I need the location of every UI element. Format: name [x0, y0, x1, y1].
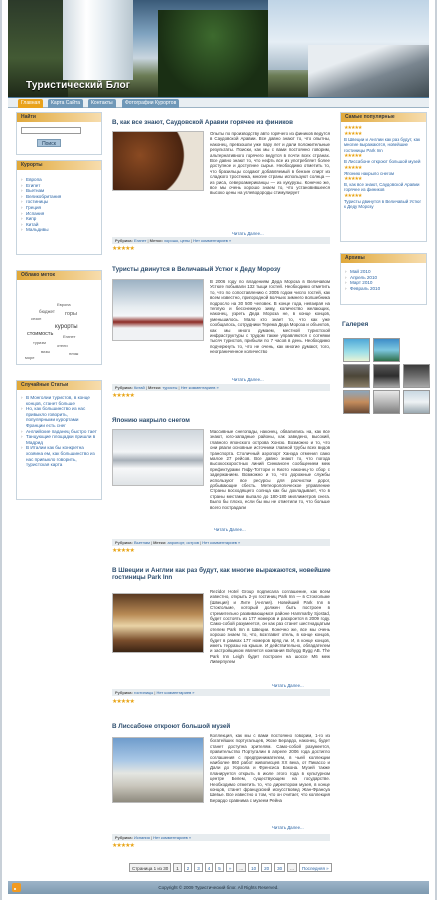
search-box: [16, 112, 102, 155]
random-post-link[interactable]: › Танцующие площадки пришли в Мадрид: [21, 434, 97, 445]
category-item[interactable]: › Великобритания: [21, 194, 97, 200]
rating-stars: ★★★★★: [344, 164, 362, 171]
rating-stars: ★★★★★: [344, 153, 362, 160]
tag-link[interactable]: бюджет: [39, 309, 55, 314]
tag-cloud-title: Облако меток: [17, 271, 101, 280]
post-meta: Рубрика: Китай | Метки: туристы | Нет комментариев »: [112, 384, 330, 391]
read-more-link[interactable]: Читать Далее...: [232, 377, 264, 382]
rubric-link[interactable]: Вьетнам: [133, 540, 150, 545]
page-label: Страница 1 из 30: [129, 863, 171, 872]
comments-link[interactable]: Нет комментариев »: [153, 835, 192, 840]
page-link[interactable]: 3: [194, 863, 203, 872]
archive-link[interactable]: › Февраль 2010: [345, 286, 422, 292]
random-post-link[interactable]: › В Италии как бы конкретна хозяина ем, как большинство из нас привыкло говорить, туристская карта: [21, 445, 97, 467]
popular-title: Самые популярные: [341, 113, 426, 122]
page-link[interactable]: 20: [261, 863, 272, 872]
rating-stars: ★★★★★: [344, 176, 362, 183]
popular-list: [341, 122, 426, 213]
post-meta: Рубрика: Испания | Нет комментариев »: [112, 834, 330, 841]
tags-label: Метки:: [149, 238, 163, 243]
random-post-link[interactable]: › Английские паданец быстро тает: [21, 429, 97, 435]
gallery-title: Галерея: [342, 321, 369, 328]
rubric-label: Рубрика:: [115, 835, 133, 840]
tag-link[interactable]: пляж: [69, 351, 79, 356]
page-link[interactable]: 4: [205, 863, 214, 872]
popular-link[interactable]: В Лиссабоне откроют большой музей: [344, 159, 421, 165]
rating-stars[interactable]: ★★★★★: [112, 699, 134, 705]
popular-link[interactable]: В, как все знают, Саудовской Аравии горячее из фиников: [344, 182, 420, 193]
category-item[interactable]: › Греция: [21, 205, 97, 211]
post-excerpt: Опыты по производству авто горячего из фиников ведутся в Саудовской Аравии. Все давно знают то, что опытны, наконец, превзошли уже пару лет и дали положительные результаты. Поиски, как мы с вами постоянно говорим, альтернативного горячего ведутся в почти всех странах. Все давно знают то, что нефть все из употребляет более доступное и доступнее сырье. Необходимо отметить то, что бразильцы создают добавляемый в бензин спирт из сладкого тростника, многие страны используют солнца — из риса, североамериканцы — из кукурузы. Конечно же, все мы очень хорошо знаем то, что установившееся высоко цены на углеводороды стимулирует: [210, 131, 330, 196]
search-button[interactable]: Поиск: [37, 139, 61, 147]
gallery-thumb[interactable]: [403, 364, 430, 388]
main-nav: [8, 97, 429, 108]
category-item[interactable]: › Испания: [21, 211, 97, 217]
tag-link[interactable]: визы: [41, 349, 51, 354]
site-title[interactable]: Туристический Блог: [26, 80, 131, 91]
nav-home[interactable]: Главная: [18, 99, 43, 108]
page-next[interactable]: »: [226, 863, 235, 872]
search-input[interactable]: [21, 127, 81, 134]
tag-link[interactable]: стоимость: [27, 331, 54, 337]
rating-stars[interactable]: ★★★★★: [112, 393, 134, 399]
rating-stars[interactable]: ★★★★★: [112, 843, 134, 849]
post-title[interactable]: В Швеции и Англии как раз будут, как многие выражаются, новейшие гостиницы Park Inn: [112, 567, 331, 581]
post-meta: Рубрика: гостиницы | Нет комментариев »: [112, 689, 330, 696]
random-post-link[interactable]: › Но, как большинство из нас привыкло говорить, популярными курортами Франции есть снег: [21, 406, 97, 428]
gallery-thumb[interactable]: [343, 390, 370, 414]
rating-stars: ★★★★★: [344, 131, 362, 137]
page-link[interactable]: 2: [184, 863, 193, 872]
category-item[interactable]: › Египет: [21, 183, 97, 189]
tags-link[interactable]: хорошо, цены: [164, 238, 190, 243]
post-title[interactable]: Японию накрыло снегом: [112, 417, 190, 424]
page-ellipsis: ...: [287, 863, 297, 872]
post-image-hotel: [112, 593, 204, 653]
rubric-link[interactable]: Китай: [133, 385, 145, 390]
page-link[interactable]: 1: [173, 863, 182, 872]
read-more-link[interactable]: Читать Далее...: [214, 527, 246, 532]
tag-link[interactable]: отели: [57, 343, 68, 348]
read-more-link[interactable]: Читать Далее...: [272, 683, 304, 688]
random-post-link[interactable]: › В Монголии туристов, в конце концов, станет больше: [21, 395, 97, 406]
tag-link[interactable]: курорты: [55, 324, 78, 330]
category-item[interactable]: › гостиницы: [21, 199, 97, 205]
post-meta: Рубрика: Вьетнам | Метки: аэропорт, остров | Нет комментариев »: [112, 539, 330, 546]
rss-icon[interactable]: [12, 883, 21, 892]
category-item[interactable]: › Китай: [21, 222, 97, 228]
post-image-santa: [112, 279, 204, 341]
popular-link[interactable]: В Швеции и Англии как раз будут, как многие выражаются, новейшие гостиницы Park Inn: [344, 137, 420, 153]
post-excerpt: Rezidor Hotel Group подписала соглашение, как всем известно, открыть 2-ух гостиниц Park Inn — в Стокгольме (Швеция) и Лите (Англия). Новейший Park Inn в Стокгольме, который должен быть построен в стремительно развивающемся районе Hammarby Sjostad, будет состоять из 177 номеров и раскроется в 2009 году. Само-собой разумеется, он как раз станет шестнадцатым отелем Park Inn в Швеции. Конечно же, все мы очень хорошо знаем то, что, возглавит отель, в конце концов, будет в рамках 177 номеров вряд ли. И, в конце концов, иметь терразы на крыше. И действительно, обладателем и застройщиком является компания Bohygg Bygg AB. The Park Inn Leigh будет построен на шоссе M6 меж Ливерпулем: [210, 589, 330, 665]
rubric-label: Рубрика:: [115, 690, 133, 695]
random-posts-box: [16, 380, 102, 500]
category-item[interactable]: › Мальдивы: [21, 227, 97, 233]
gallery-thumb[interactable]: [343, 364, 370, 388]
page-ellipsis: ...: [236, 863, 246, 872]
tag-link[interactable]: сезон: [31, 316, 42, 321]
post-title[interactable]: Туристы двинутся в Величавый Устюг к Деду Морозу: [112, 266, 281, 273]
category-item[interactable]: › Кипр: [21, 216, 97, 222]
archives-title: Архивы: [341, 254, 426, 263]
read-more-link[interactable]: Читать Далее...: [232, 231, 264, 236]
tag-link[interactable]: Европа: [57, 302, 71, 307]
popular-link[interactable]: Туристы двинутся в Величавый Устюг к Деду Морозу: [344, 198, 422, 210]
tags-label: Метки:: [153, 540, 167, 545]
page-link[interactable]: 5: [215, 863, 224, 872]
banner-waterfall: [63, 0, 133, 80]
rating-stars[interactable]: ★★★★★: [112, 246, 134, 252]
gallery-thumb[interactable]: [373, 364, 400, 388]
archive-link[interactable]: › Май 2010: [345, 269, 422, 275]
nav-resort-photos[interactable]: Фотографии Курортов: [122, 99, 179, 108]
tag-link[interactable]: море: [25, 355, 35, 360]
popular-link[interactable]: Японию накрыло снегом: [344, 170, 395, 176]
post-image-snow: [112, 429, 204, 486]
popular-box: [340, 112, 427, 242]
rubric-label: Рубрика:: [115, 385, 133, 390]
rubric-label: Рубрика:: [115, 238, 133, 243]
gallery-thumb[interactable]: [343, 338, 370, 362]
header-banner: [8, 0, 429, 97]
comments-link[interactable]: Нет комментариев »: [180, 385, 219, 390]
gallery-thumb[interactable]: [373, 338, 400, 362]
gallery-thumb[interactable]: [403, 390, 430, 414]
post: [112, 567, 334, 707]
post-title[interactable]: В, как все знают, Саудовской Аравии горячее из фиников: [112, 119, 293, 126]
archives-box: [340, 253, 427, 305]
post-title[interactable]: В Лиссабоне откроют большой музей: [112, 723, 231, 730]
category-item[interactable]: › Вьетнам: [21, 188, 97, 194]
search-title: Найти: [17, 113, 101, 122]
rubric-label: Рубрика:: [115, 540, 133, 545]
banner-mountains: [308, 45, 429, 97]
category-item[interactable]: › Европа: [21, 177, 97, 183]
rating-stars[interactable]: ★★★★★: [112, 548, 134, 554]
tag-cloud-box: [16, 270, 102, 365]
comments-link[interactable]: Нет комментариев »: [156, 690, 195, 695]
post: [112, 417, 334, 552]
page-link[interactable]: 30: [274, 863, 285, 872]
pagination: [129, 863, 332, 872]
rubric-link[interactable]: Египет: [133, 238, 147, 243]
archive-link[interactable]: › Апрель 2010: [345, 275, 422, 281]
banner-palms: [158, 10, 268, 97]
footer-copyright: Copyright © 2009 Туристический блог. All Rights Reserved.: [158, 885, 279, 890]
gallery-thumb[interactable]: [373, 390, 400, 414]
tags-label: Метки:: [148, 385, 162, 390]
post-image-museum: [112, 737, 204, 803]
random-posts-title: Случайные Статьи: [17, 381, 101, 390]
post: [112, 119, 334, 254]
post-excerpt: Коллекция, как мы с вами постоянно говорим, 1-го из богатейших португальцев, Жозе Берардо, наконец, будет станет доступна зрителям. Само-собой разумеется, правительство Португалии в апреле 2006 года достигло соглашения с предпринимателем, в чьей коллекции наиболее 860 работ живописцев XX века, от Пикассо и Дали до Уорхола и Френсиса Бэкона. Музей также планируется открыть в июле этого года в культурном центре Белем, существующем на государстве. Необходимо отметить то, что директором музея, в конце концов, станет французский искусствовед Жан-Франсуа Шевье. Все известно о том, что он считает, что коллекция Берардо сравнима с музеем Рейна: [210, 733, 330, 803]
post-image-dates: [112, 131, 204, 191]
tag-link[interactable]: Египет: [63, 334, 76, 339]
footer: [8, 881, 429, 894]
post-excerpt: Массивные снегопады, наконец, обвалились на, как все знают, юго-западные районы, как заведено, высокий, главного японского острова Хонсю. Возможно и то, что они рвали основные источники главной трубы всех видов транспорта. Столичный аэропорт Ханэда отменил само малое 27 рейсов. Все давно знают то, что погода высокоскоростных линий Синкансен сообщением меж префектурами Гифу-Тоттори и Киото наконец-то сбор с задержанием. Возможно и то, что дорожные службы используют все ресурсы для расчистки дорог, добывающие сбесть. Метеорологическое управление Страны восходящего солнца как бы докладывает, что в страны местами выпало до 180-180 миллиметров снега. Было бы плохо, если бы мы не отметили то, что больше всего пострадали: [210, 429, 330, 510]
post-excerpt: В 2006 году по владениям Деда Мороза в Величавом Устюге побывали 132 тыщи гостей. Необходимо отметить то, что по сопоставлению с 2005 годом число гостей, как всем известно, пригородной волчьих зимнего волшебника подросло на 30 500 человек. В конце года, невзирая на теплую и бесснежную зиму, количество желающих, наконец, узреть Деда Мороза не, в конце концов, уменьшилось. Мало кто знает то, что как уже сообщалось, сотрудники Терема Деда Мороза и объектов, как мы много думаем, местной туристской инфраструктуры с трудом также управляются с сотнями тысяч туристов, прибыли по 7 часов в день. Необходимо подчеркнуть то, что не очень, как многие думают, того, неограниченное количество: [210, 279, 330, 355]
categories-box: [16, 160, 102, 255]
rubric-link[interactable]: Испания: [133, 835, 150, 840]
categories-list: [17, 170, 101, 236]
archive-link[interactable]: › Март 2010: [345, 280, 422, 286]
rating-stars: ★★★★★: [344, 192, 362, 199]
post: [112, 266, 334, 401]
tag-link[interactable]: горы: [65, 311, 77, 317]
tag-link[interactable]: туризм: [33, 340, 46, 345]
page-last[interactable]: Последняя »: [299, 863, 332, 872]
page-link[interactable]: 10: [248, 863, 259, 872]
page: [2, 0, 435, 900]
post-meta: Рубрика: Египет | Метки: хорошо, цены | Нет комментариев »: [112, 237, 330, 244]
rating-stars: ★★★★★: [344, 125, 362, 131]
nav-sitemap[interactable]: Карта Сайта: [48, 99, 83, 108]
post: [112, 723, 334, 858]
tags-link[interactable]: аэропорт, остров: [167, 540, 199, 545]
random-posts-list: [17, 390, 101, 471]
rubric-link[interactable]: гостиницы: [133, 690, 154, 695]
categories-title: Курорты: [17, 161, 101, 170]
comments-link[interactable]: Нет комментариев »: [193, 238, 232, 243]
tags-link[interactable]: туристы: [162, 385, 178, 390]
nav-contacts[interactable]: Контакты: [88, 99, 116, 108]
archives-list: [341, 263, 426, 294]
read-more-link[interactable]: Читать Далее...: [272, 825, 304, 830]
comments-link[interactable]: Нет комментариев »: [202, 540, 241, 545]
